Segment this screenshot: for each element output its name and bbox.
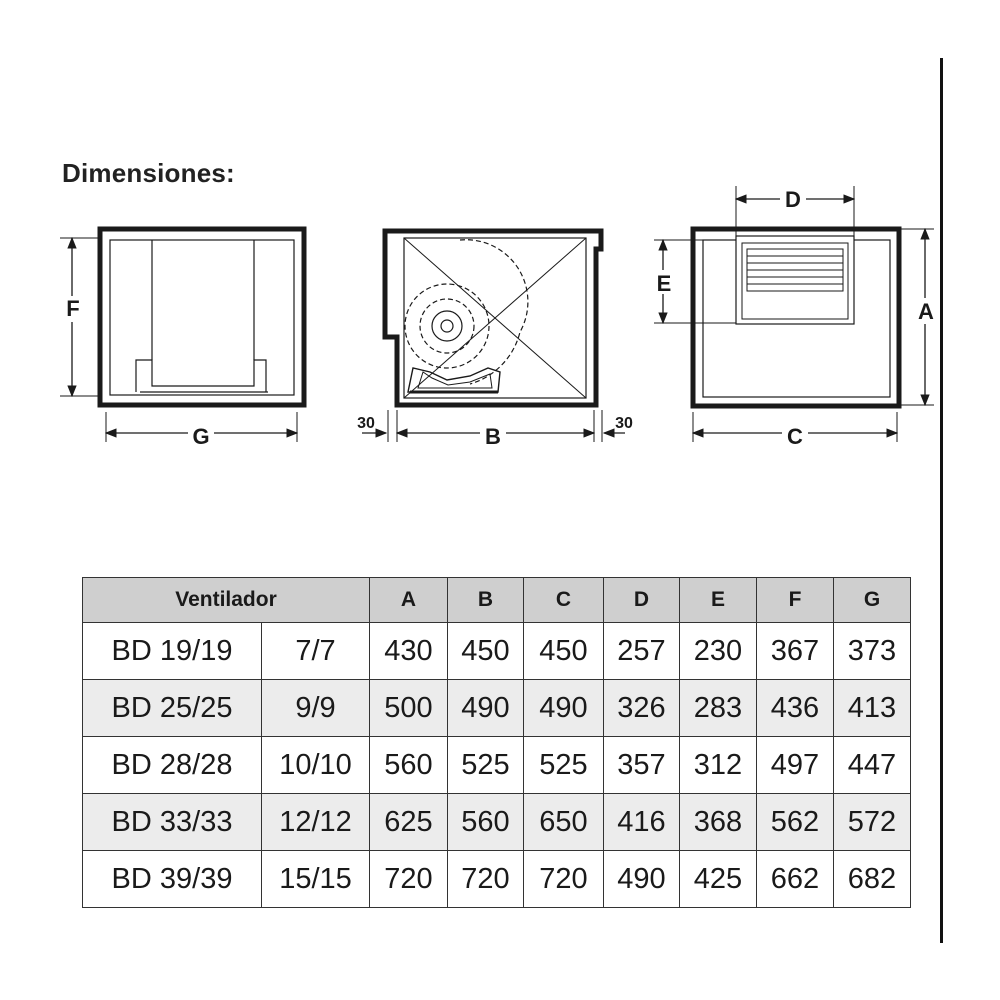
dimensions-table (82, 577, 911, 908)
cell-d: 257 (604, 623, 680, 680)
cell-a: 430 (370, 623, 448, 680)
cell-size: 10/10 (262, 737, 370, 794)
cell-g: 572 (834, 794, 911, 851)
page-title: Dimensiones: (62, 158, 235, 188)
header-c: C (524, 578, 604, 623)
cell-model: BD 33/33 (83, 794, 262, 851)
cell-e: 368 (680, 794, 757, 851)
cell-c: 720 (524, 851, 604, 908)
cell-d: 490 (604, 851, 680, 908)
cell-d: 416 (604, 794, 680, 851)
cell-model: BD 19/19 (83, 623, 262, 680)
cell-model: BD 28/28 (83, 737, 262, 794)
cell-c: 490 (524, 680, 604, 737)
header-f: F (757, 578, 834, 623)
label-clearance-right: 30 (615, 415, 633, 432)
cell-a: 720 (370, 851, 448, 908)
label-clearance-left: 30 (357, 415, 375, 432)
table-row (83, 737, 911, 794)
table-row (83, 623, 911, 680)
cell-g: 373 (834, 623, 911, 680)
cell-b: 560 (448, 794, 524, 851)
cell-f: 436 (757, 680, 834, 737)
cell-e: 425 (680, 851, 757, 908)
table-row (83, 794, 911, 851)
cell-model: BD 25/25 (83, 680, 262, 737)
cell-e: 230 (680, 623, 757, 680)
cell-e: 312 (680, 737, 757, 794)
cell-a: 625 (370, 794, 448, 851)
cell-b: 490 (448, 680, 524, 737)
header-model: Ventilador (83, 578, 370, 623)
cell-c: 525 (524, 737, 604, 794)
cell-b: 720 (448, 851, 524, 908)
cell-size: 15/15 (262, 851, 370, 908)
label-g: G (192, 424, 210, 449)
cell-c: 450 (524, 623, 604, 680)
cell-b: 525 (448, 737, 524, 794)
cell-f: 562 (757, 794, 834, 851)
cell-c: 650 (524, 794, 604, 851)
cell-d: 326 (604, 680, 680, 737)
cell-g: 447 (834, 737, 911, 794)
cell-size: 9/9 (262, 680, 370, 737)
header-b: B (448, 578, 524, 623)
header-g: G (834, 578, 911, 623)
cell-size: 12/12 (262, 794, 370, 851)
label-a: A (918, 299, 934, 324)
cell-f: 662 (757, 851, 834, 908)
cell-g: 682 (834, 851, 911, 908)
cell-f: 497 (757, 737, 834, 794)
label-c: C (787, 424, 803, 449)
table-row (83, 680, 911, 737)
cell-size: 7/7 (262, 623, 370, 680)
table-row (83, 851, 911, 908)
header-a: A (370, 578, 448, 623)
front-view-diagram (60, 229, 304, 449)
cell-model: BD 39/39 (83, 851, 262, 908)
outlet-view-diagram (654, 186, 938, 449)
cell-e: 283 (680, 680, 757, 737)
table-header-row (83, 578, 911, 623)
cell-g: 413 (834, 680, 911, 737)
cell-f: 367 (757, 623, 834, 680)
cell-d: 357 (604, 737, 680, 794)
label-d: D (785, 187, 801, 212)
label-b: B (485, 424, 501, 449)
cell-b: 450 (448, 623, 524, 680)
header-d: D (604, 578, 680, 623)
label-f: F (66, 296, 80, 321)
cell-a: 560 (370, 737, 448, 794)
label-e: E (656, 271, 672, 296)
side-view-diagram (357, 231, 633, 449)
header-e: E (680, 578, 757, 623)
cell-a: 500 (370, 680, 448, 737)
